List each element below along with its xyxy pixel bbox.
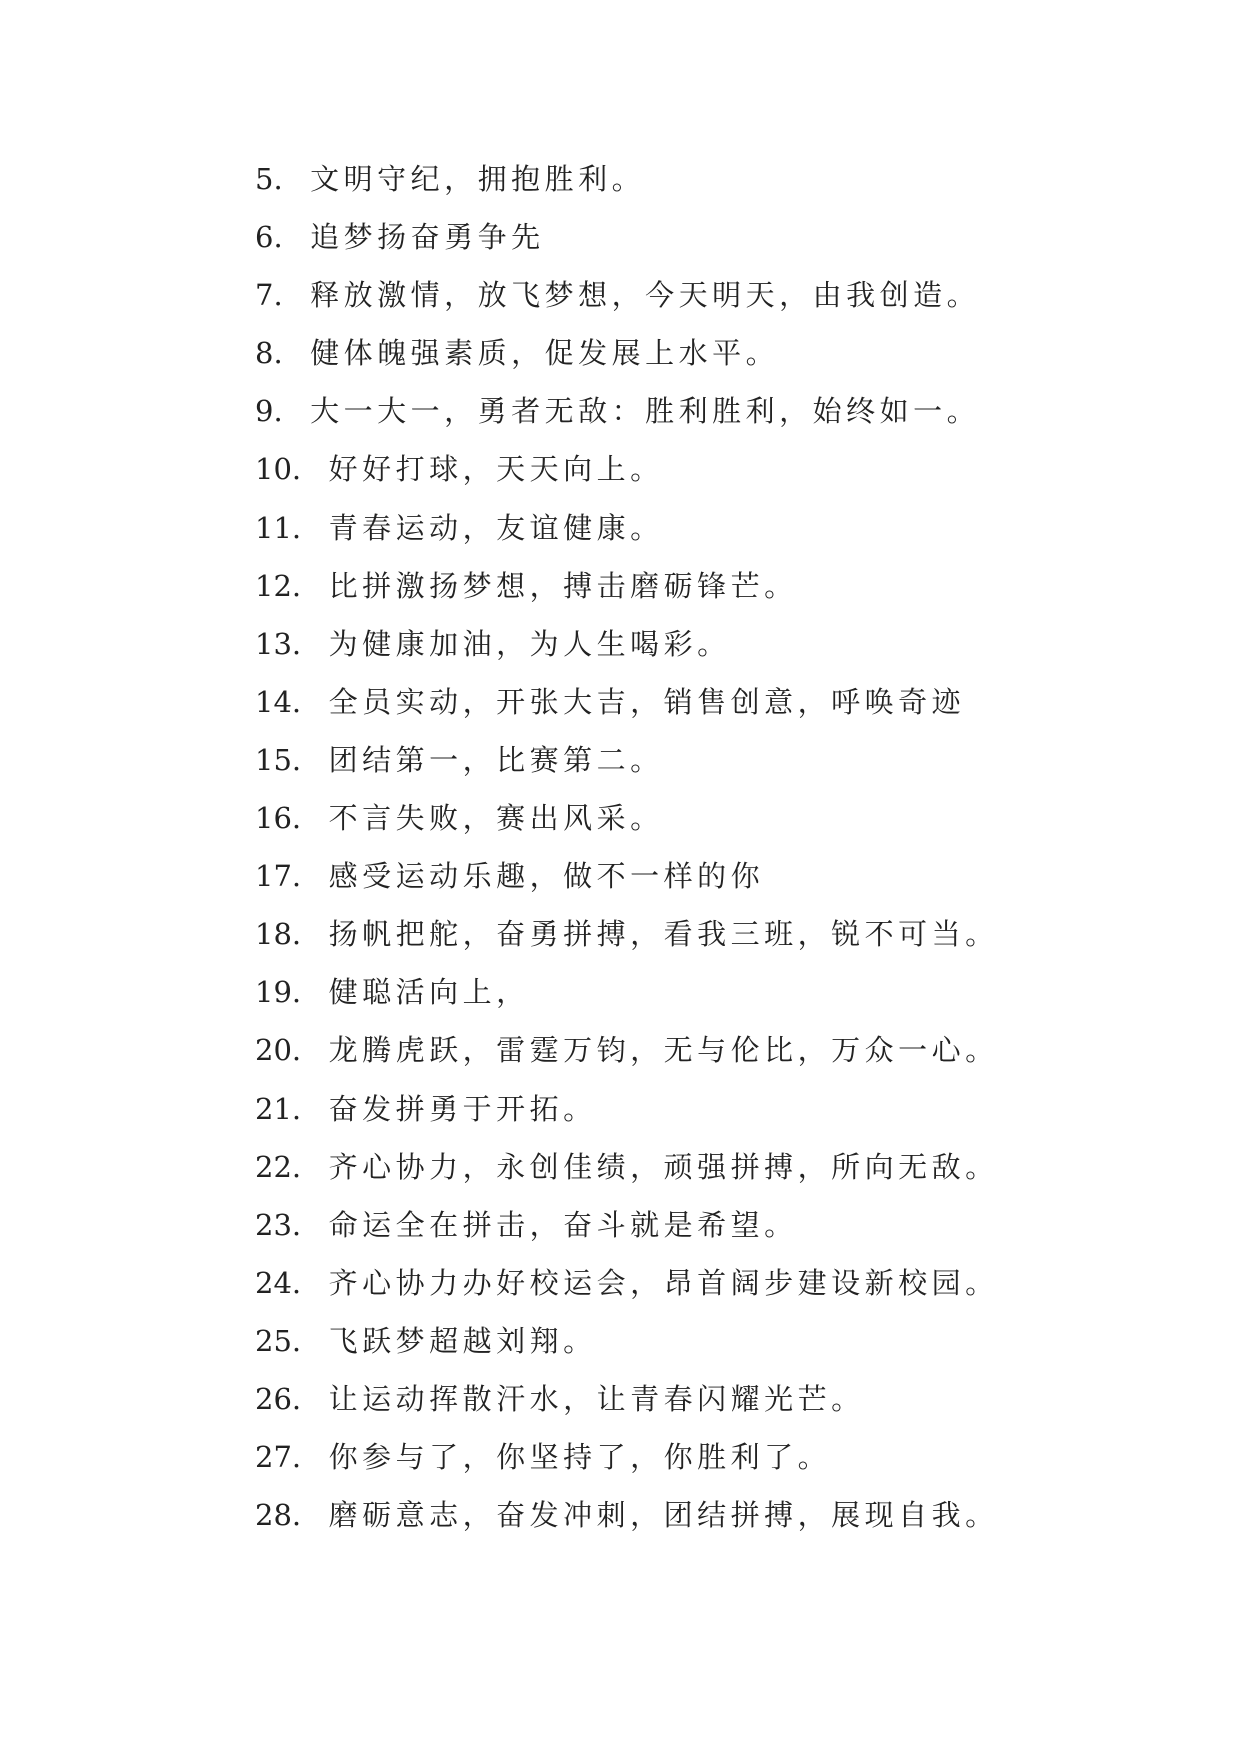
item-number: 15. xyxy=(255,742,302,777)
list-item xyxy=(255,1033,999,1091)
item-number: 24. xyxy=(255,1265,302,1300)
item-text: 奋发拼勇于开拓。 xyxy=(328,1091,597,1126)
list-item xyxy=(255,278,999,336)
item-number: 18. xyxy=(255,917,302,952)
item-text: 扬帆把舵，奋勇拼搏，看我三班，锐不可当。 xyxy=(328,917,999,952)
item-text: 比拼激扬梦想，搏击磨砺锋芒。 xyxy=(328,568,798,603)
item-number: 11. xyxy=(255,510,302,545)
list-item xyxy=(255,801,999,859)
list-item xyxy=(255,917,999,975)
item-text: 青春运动，友谊健康。 xyxy=(328,510,664,545)
item-text: 好好打球，天天向上。 xyxy=(328,452,664,487)
list-item xyxy=(255,569,999,627)
list-item xyxy=(255,511,999,569)
item-number: 25. xyxy=(255,1323,302,1358)
item-text: 团结第一，比赛第二。 xyxy=(328,742,664,777)
item-number: 9. xyxy=(255,394,283,429)
list-item xyxy=(255,1498,999,1556)
item-number: 13. xyxy=(255,626,302,661)
item-number: 22. xyxy=(255,1149,302,1184)
item-number: 23. xyxy=(255,1207,302,1242)
item-text: 命运全在拼击，奋斗就是希望。 xyxy=(328,1207,798,1242)
item-number: 10. xyxy=(255,452,302,487)
item-text: 磨砺意志，奋发冲刺，团结拼搏，展现自我。 xyxy=(328,1498,999,1533)
list-item xyxy=(255,1208,999,1266)
list-item xyxy=(255,1092,999,1150)
item-number: 17. xyxy=(255,859,302,894)
list-item xyxy=(255,452,999,510)
list-item xyxy=(255,627,999,685)
item-text: 飞跃梦超越刘翔。 xyxy=(328,1323,597,1358)
item-number: 19. xyxy=(255,975,302,1010)
item-number: 28. xyxy=(255,1498,302,1533)
list-item xyxy=(255,1266,999,1324)
list-item xyxy=(255,1440,999,1498)
slogan-list xyxy=(255,162,999,1556)
list-item xyxy=(255,162,999,220)
item-text: 不言失败，赛出风采。 xyxy=(328,801,664,836)
item-number: 7. xyxy=(255,278,283,313)
item-text: 释放激情，放飞梦想，今天明天，由我创造。 xyxy=(310,278,981,313)
item-text: 健体魄强素质，促发展上水平。 xyxy=(310,336,780,371)
item-text: 齐心协力办好校运会，昂首阔步建设新校园。 xyxy=(328,1265,999,1300)
item-text: 你参与了，你坚持了，你胜利了。 xyxy=(328,1440,832,1475)
item-text: 让运动挥散汗水，让青春闪耀光芒。 xyxy=(328,1381,865,1416)
item-number: 27. xyxy=(255,1440,302,1475)
list-item xyxy=(255,685,999,743)
item-number: 20. xyxy=(255,1033,302,1068)
item-text: 全员实动，开张大吉，销售创意，呼唤奇迹 xyxy=(328,684,966,719)
item-text: 感受运动乐趣，做不一样的你 xyxy=(328,859,765,894)
list-item xyxy=(255,743,999,801)
list-item xyxy=(255,1324,999,1382)
item-text: 追梦扬奋勇争先 xyxy=(310,220,545,255)
list-item xyxy=(255,1150,999,1208)
list-item xyxy=(255,336,999,394)
item-number: 21. xyxy=(255,1091,302,1126)
item-text: 文明守纪，拥抱胜利。 xyxy=(310,162,646,196)
item-number: 6. xyxy=(255,220,283,255)
item-number: 16. xyxy=(255,801,302,836)
list-item xyxy=(255,220,999,278)
list-item xyxy=(255,394,999,452)
item-number: 14. xyxy=(255,684,302,719)
list-item xyxy=(255,975,999,1033)
list-item xyxy=(255,1382,999,1440)
item-text: 大一大一，勇者无敌：胜利胜利，始终如一。 xyxy=(310,394,981,429)
item-number: 12. xyxy=(255,568,302,603)
item-number: 5. xyxy=(255,162,283,196)
item-number: 26. xyxy=(255,1381,302,1416)
item-number: 8. xyxy=(255,336,283,371)
item-text: 龙腾虎跃，雷霆万钧，无与伦比，万众一心。 xyxy=(328,1033,999,1068)
item-text: 齐心协力，永创佳绩，顽强拼搏，所向无敌。 xyxy=(328,1149,999,1184)
item-text: 健聪活向上， xyxy=(328,975,530,1010)
list-item xyxy=(255,859,999,917)
item-text: 为健康加油，为人生喝彩。 xyxy=(328,626,731,661)
